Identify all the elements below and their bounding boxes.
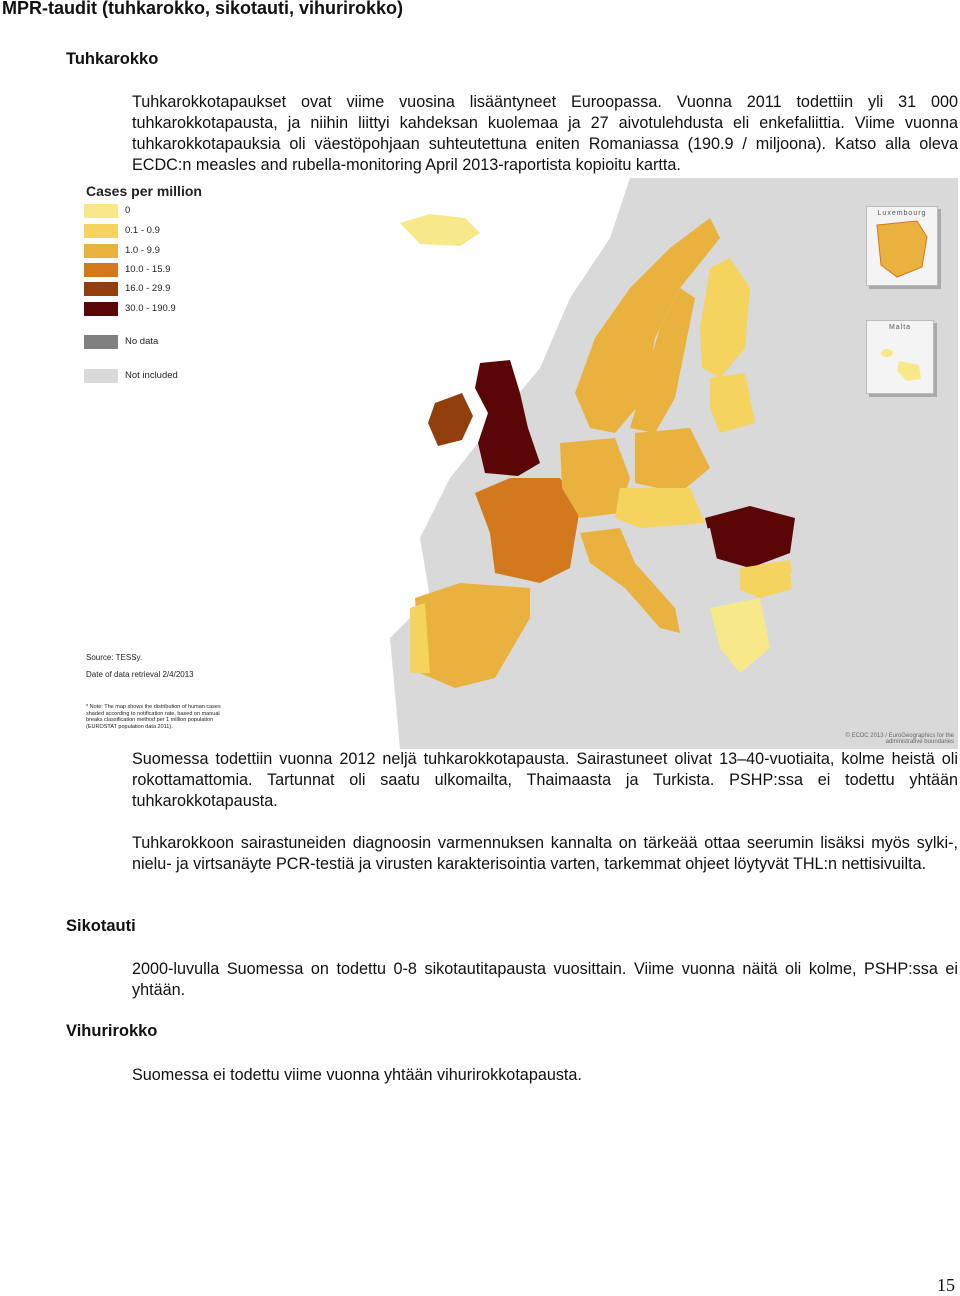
legend-item: Not included (84, 369, 284, 383)
map-note: * Note: The map shows the distribution of human cases shaded according to notification rate, based on manual breaks classification method per 1 million population (EUROSTAT population data 2011). (86, 704, 221, 730)
section-heading-tuhkarokko: Tuhkarokko (66, 50, 159, 68)
inset-luxembourg: Luxembourg (866, 206, 938, 286)
page-title: MPR-taudit (tuhkarokko, sikotauti, vihurirokko) (2, 0, 404, 18)
tuhkarokko-paragraph-3: Tuhkarokkoon sairastuneiden diagnoosin varmennuksen kannalta on tärkeää ottaa seerumin lisäksi myös sylki-, nielu- ja virtsanäyte PCR-testiä ja virusten karakterisointia varten, tarkemmat ohjeet löytyvät THL:n nettisivuilta. (132, 834, 958, 873)
legend-title: Cases per million (86, 183, 202, 199)
legend-item: 0 (84, 204, 284, 218)
legend-item: No data (84, 335, 284, 349)
inset-malta: Malta (866, 320, 934, 394)
tuhkarokko-paragraph-1: Tuhkarokkotapaukset ovat viime vuosina lisääntyneet Euroopassa. Vuonna 2011 todettiin yli 31 000 tuhkarokkotapausta, ja niihin liittyi kahdeksan kuolemaa ja 27 aivotulehdusta eli enkefaliittia. Viime vuonna tuhkarokkotapauksia oli väestöpohjaan suhteutettuna eniten Romaniassa (190.9 / miljoona). Katso alla oleva ECDC:n measles and rubella-monitoring April 2013-raportista kopioitu kartta. (132, 93, 958, 174)
legend-item: 1.0 - 9.9 (84, 244, 284, 258)
measles-map-figure (70, 178, 958, 749)
page-number: 15 (937, 1275, 955, 1295)
legend-item: 0.1 - 0.9 (84, 224, 284, 238)
map-copyright: © ECDC 2013 / EuroGeographics for the administrative boundaries (845, 733, 954, 745)
section-heading-sikotauti: Sikotauti (66, 917, 136, 935)
map-retrieval-date: Date of data retrieval 2/4/2013 (86, 670, 194, 679)
central-europe (615, 488, 705, 528)
legend-item: 16.0 - 29.9 (84, 282, 284, 296)
map-source: Source: TESSy. (86, 653, 143, 662)
vihurirokko-paragraph: Suomessa ei todettu viime vuonna yhtään vihurirokkotapausta. (132, 1066, 582, 1084)
legend-item: 30.0 - 190.9 (84, 302, 284, 316)
sikotauti-paragraph: 2000-luvulla Suomessa on todettu 0-8 sikotautitapausta vuosittain. Viime vuonna näitä oli kolme, PSHP:ssa ei yhtään. (132, 960, 958, 999)
tuhkarokko-paragraph-2: Suomessa todettiin vuonna 2012 neljä tuhkarokkotapausta. Sairastuneet olivat 13–40-vuotiaita, kolme heistä oli rokottamattomia. Tartunnat oli saatu ulkomailta, Thaimaasta ja Turkista. PSHP:ssa ei todettu yhtään tuhkarokkotapausta. (132, 750, 958, 810)
legend-item: 10.0 - 15.9 (84, 263, 284, 277)
section-heading-vihurirokko: Vihurirokko (66, 1022, 158, 1040)
